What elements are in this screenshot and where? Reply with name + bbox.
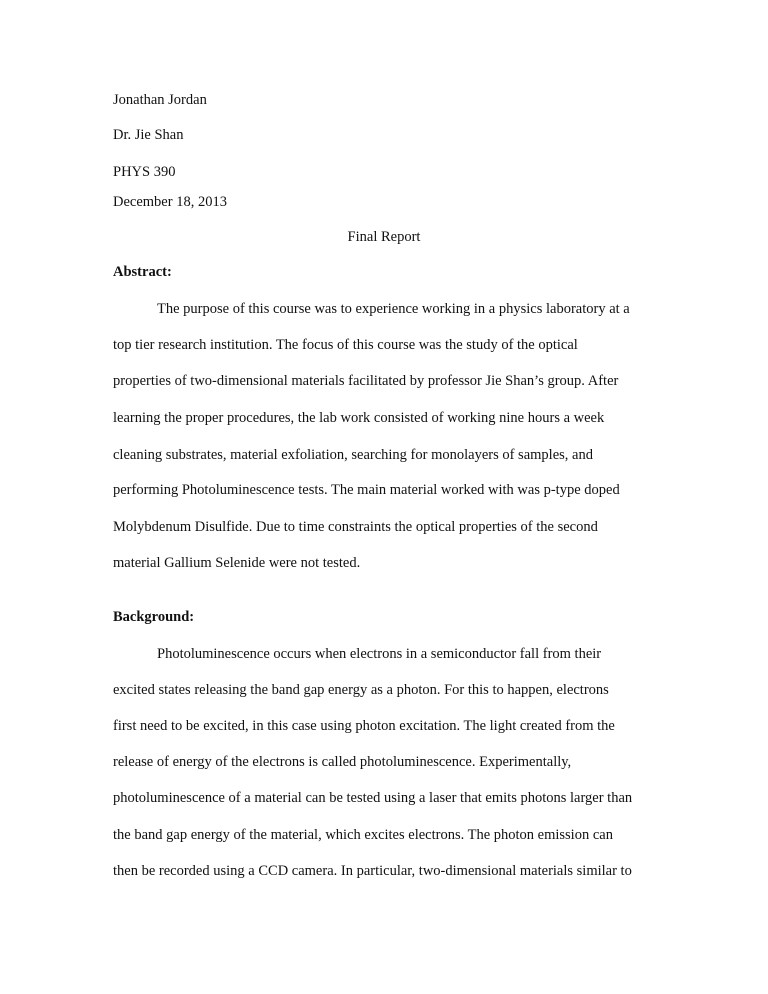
background-line: photoluminescence of a material can be tested using a laser that emits photons larger than: [113, 790, 633, 806]
course-code: PHYS 390: [113, 164, 176, 180]
author-name: Jonathan Jordan: [113, 92, 207, 108]
report-title: Final Report: [347, 229, 421, 245]
abstract-heading: Abstract:: [113, 264, 172, 280]
abstract-line: Molybdenum Disulfide. Due to time constraints the optical properties of the second: [113, 519, 598, 535]
abstract-line: cleaning substrates, material exfoliation, searching for monolayers of samples, and: [113, 447, 593, 463]
background-line: release of energy of the electrons is called photoluminescence. Experimentally,: [113, 754, 572, 770]
abstract-line: learning the proper procedures, the lab work consisted of working nine hours a week: [113, 410, 605, 426]
background-line: the band gap energy of the material, which excites electrons. The photon emission can: [113, 827, 613, 843]
abstract-line: properties of two-dimensional materials facilitated by professor Jie Shan’s group. After: [113, 373, 619, 389]
background-heading: Background:: [113, 609, 195, 625]
abstract-line: The purpose of this course was to experience working in a physics laboratory at a: [157, 301, 630, 317]
background-line: Photoluminescence occurs when electrons in a semiconductor fall from their: [157, 646, 602, 662]
background-line: first need to be excited, in this case using photon excitation. The light created from the: [113, 718, 615, 734]
background-line: then be recorded using a CCD camera. In particular, two-dimensional materials similar to: [113, 863, 632, 879]
abstract-line: top tier research institution. The focus of this course was the study of the optical: [113, 337, 578, 353]
report-date: December 18, 2013: [113, 194, 227, 210]
abstract-line: performing Photoluminescence tests. The main material worked with was p-type doped: [113, 482, 620, 498]
instructor-name: Dr. Jie Shan: [113, 127, 184, 143]
abstract-line: material Gallium Selenide were not tested.: [113, 555, 361, 571]
background-line: excited states releasing the band gap energy as a photon. For this to happen, electrons: [113, 682, 609, 698]
